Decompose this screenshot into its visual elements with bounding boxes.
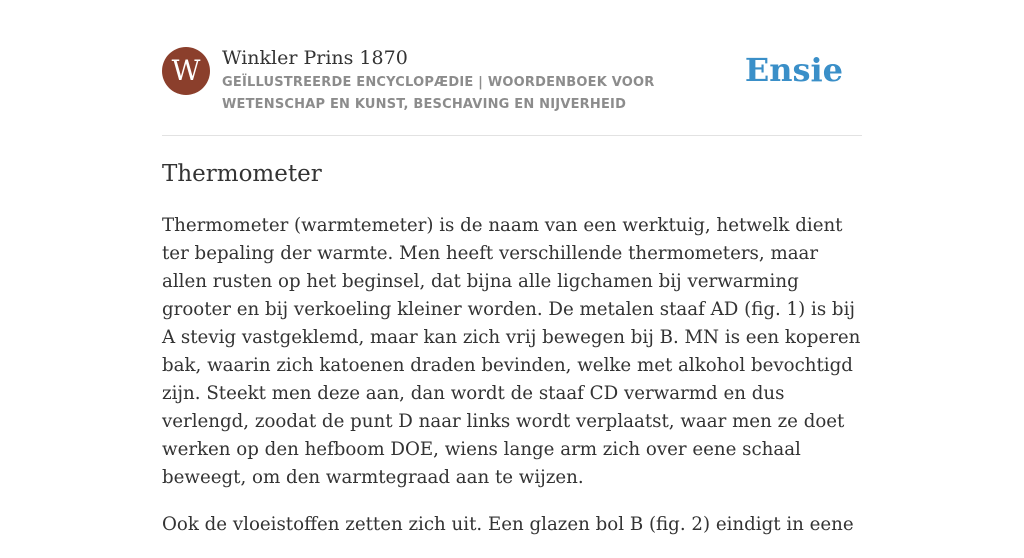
header-divider <box>162 135 862 136</box>
article-body <box>162 212 864 558</box>
ensie-logo-link[interactable]: Ensie <box>744 51 843 89</box>
article-paragraph-2: Ook de vloeistoffen zetten zich uit. Een glazen bol B (fig. 2) eindigt in eene <box>162 514 854 535</box>
source-subtitle: GEÏLLUSTREERDE ENCYCLOPÆDIE | WOORDENBOEK VOOR WETENSCHAP EN KUNST, BESCHAVING EN NIJVERHEID <box>222 75 655 112</box>
source-avatar[interactable]: W <box>162 47 210 95</box>
article-paragraph-1: Thermometer (warmtemeter) is de naam van een werktuig, hetwelk dient ter bepaling der warmte. Men heeft verschillende thermometers, maar allen rusten op het beginsel, dat bijna alle ligchamen bij verwarming grooter en bij verkoeling kleiner worden. De metalen staaf AD (fig. 1) is bij A stevig vastgeklemd, maar kan zich vrij bewegen bij B. MN is een koperen bak, waarin zich katoenen draden bevinden, welke met alkohol bevochtigd zijn. Steekt men deze aan, dan wordt de staaf CD verwarmd en dus verlengd, zoodat de punt D naar links wordt verplaatst, waar men ze doet werken op den hefboom DOE, wiens lange arm zich over eene schaal beweegt, om den warmtegraad aan te wijzen. <box>162 215 861 488</box>
source-title[interactable]: Winkler Prins 1870 <box>222 47 408 69</box>
source-header <box>162 46 862 118</box>
article-title: Thermometer <box>162 161 322 187</box>
